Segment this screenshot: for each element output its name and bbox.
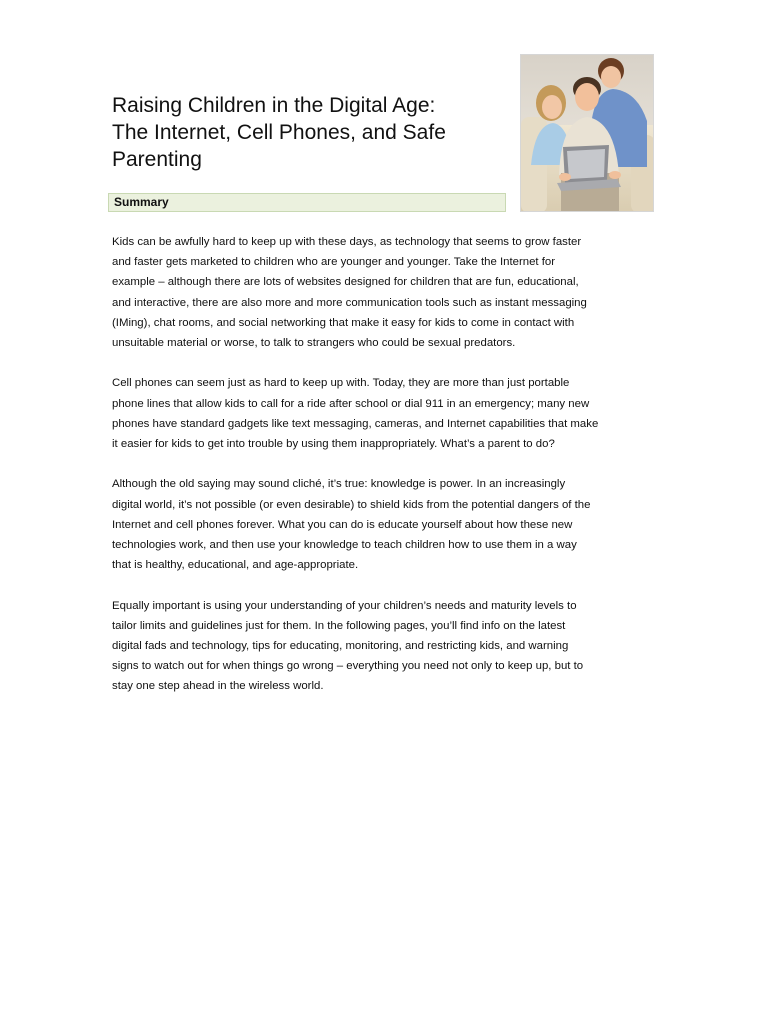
text-line: signs to watch out for when things go wrong – everything you need not only to keep up, but to xyxy=(112,660,584,673)
paragraph xyxy=(112,232,672,353)
text-line: Cell phones can seem just as hard to keep up with. Today, they are more than just portable xyxy=(112,377,570,390)
text-line: that is healthy, educational, and age-appropriate. xyxy=(112,559,359,572)
text-line: (IMing), chat rooms, and social networking that make it easy for kids to come in contact with xyxy=(112,316,575,329)
text-line: digital world, it’s not possible (or even desirable) to shield kids from the potential dangers of the xyxy=(112,498,591,511)
text-line: and interactive, there are also more and more communication tools such as instant messaging xyxy=(112,296,587,309)
text-line: digital fads and technology, tips for educating, monitoring, and restricting kids, and warning xyxy=(112,640,569,653)
paragraph xyxy=(112,596,672,697)
text-line: stay one step ahead in the wireless world. xyxy=(112,680,324,693)
text-line: technologies work, and then use your knowledge to teach children how to use them in a way xyxy=(112,539,577,552)
text-line: and faster gets marketed to children who are younger and younger. Take the Internet for xyxy=(112,256,556,269)
text-line: Equally important is using your understanding of your children’s needs and maturity levels to xyxy=(112,599,577,612)
title-line: Parenting xyxy=(112,148,202,171)
text-line: Kids can be awfully hard to keep up with these days, as technology that seems to grow faster xyxy=(112,236,582,248)
title-line: The Internet, Cell Phones, and Safe xyxy=(112,121,446,144)
text-line: phones have standard gadgets like text messaging, cameras, and Internet capabilities that make xyxy=(112,417,599,430)
text-line: phone lines that allow kids to call for a ride after school or dial 911 in an emergency; many new xyxy=(112,397,590,410)
family-laptop-photo xyxy=(520,54,654,212)
text-line: unsuitable material or worse, to talk to strangers who could be sexual predators. xyxy=(112,337,516,350)
document-body xyxy=(112,232,672,717)
summary-label: Summary xyxy=(114,195,169,209)
text-line: it easier for kids to get into trouble by using them inappropriately. What’s a parent to do? xyxy=(112,438,555,451)
paragraph xyxy=(112,474,672,575)
document-title xyxy=(112,92,492,173)
text-line: example – although there are lots of websites designed for children that are fun, educational, xyxy=(112,276,579,289)
text-line: Internet and cell phones forever. What you can do is educate yourself about how these new xyxy=(112,518,573,531)
text-line: Although the old saying may sound cliché, it’s true: knowledge is power. In an increasingly xyxy=(112,478,566,491)
text-line: tailor limits and guidelines just for them. In the following pages, you’ll find info on the latest xyxy=(112,619,566,632)
summary-section-header xyxy=(108,193,506,212)
paragraph xyxy=(112,373,672,454)
title-line: Raising Children in the Digital Age: xyxy=(112,94,436,117)
